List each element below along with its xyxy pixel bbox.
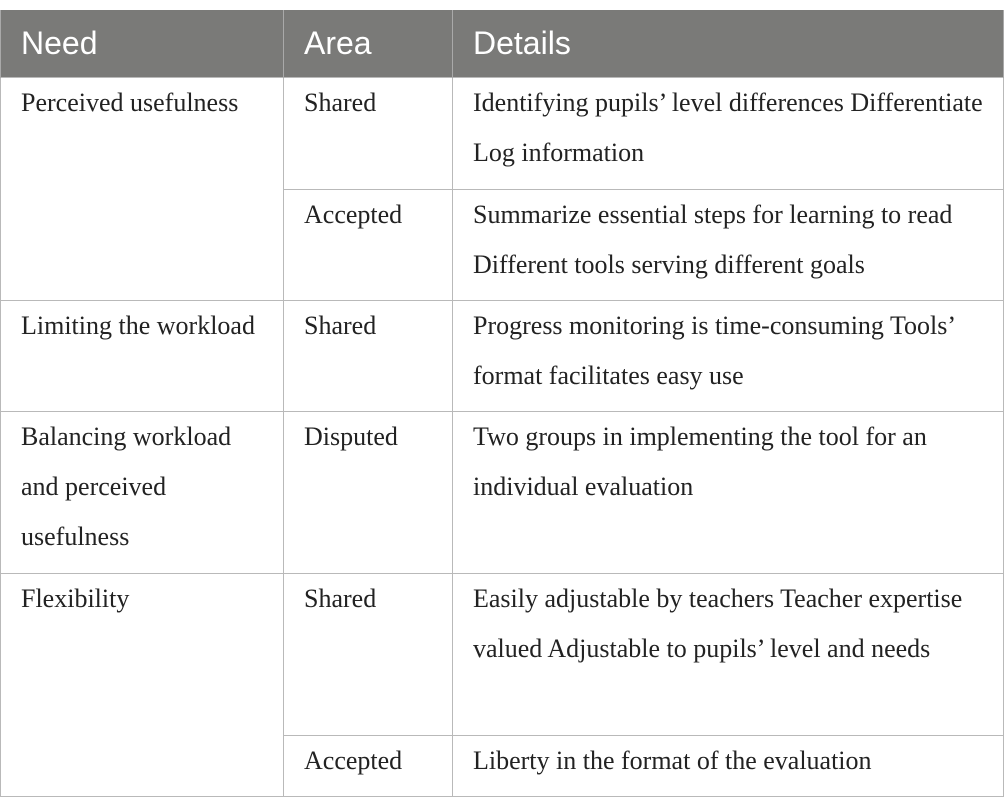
- area-cell: [284, 301, 453, 412]
- table-body: [1, 78, 1004, 797]
- header-area: Area: [284, 10, 453, 78]
- table-row: [1, 78, 1004, 190]
- header-row: [1, 10, 1004, 78]
- details-text: Identifying pupils’ level differences Differentiate Log information: [473, 88, 983, 167]
- area-text: Accepted: [304, 746, 403, 775]
- need-cell: [1, 301, 284, 412]
- area-cell: [284, 190, 453, 301]
- need-cell: [1, 78, 284, 301]
- area-cell: [284, 78, 453, 190]
- table-header: [1, 10, 1004, 78]
- need-cell: [1, 574, 284, 797]
- details-text: Liberty in the format of the evaluation: [473, 746, 872, 775]
- table-row: [1, 301, 1004, 412]
- details-cell: [453, 736, 1004, 797]
- table-row: [1, 412, 1004, 574]
- details-cell: [453, 78, 1004, 190]
- details-cell: [453, 190, 1004, 301]
- area-cell: [284, 412, 453, 574]
- details-text: Progress monitoring is time-consuming Tools’ format facilitates easy use: [473, 311, 955, 390]
- area-text: Disputed: [304, 422, 398, 451]
- need-text: Perceived usefulness: [21, 88, 239, 117]
- need-text: Balancing workload and perceived usefulness: [21, 422, 232, 551]
- area-text: Shared: [304, 584, 377, 613]
- table-row: [1, 574, 1004, 736]
- details-cell: [453, 412, 1004, 574]
- area-text: Accepted: [304, 200, 403, 229]
- area-cell: [284, 574, 453, 736]
- details-cell: [453, 301, 1004, 412]
- area-text: Shared: [304, 88, 377, 117]
- details-cell: [453, 574, 1004, 736]
- need-cell: [1, 412, 284, 574]
- header-need: Need: [1, 10, 284, 78]
- area-text: Shared: [304, 311, 377, 340]
- need-text: Limiting the workload: [21, 311, 255, 340]
- area-cell: [284, 736, 453, 797]
- details-text: Easily adjustable by teachers Teacher expertise valued Adjustable to pupils’ level and needs: [473, 584, 963, 663]
- needs-table: [0, 10, 1004, 797]
- header-details: Details: [453, 10, 1004, 78]
- need-text: Flexibility: [21, 584, 130, 613]
- details-text: Summarize essential steps for learning to read Different tools serving different goals: [473, 200, 953, 279]
- details-text: Two groups in implementing the tool for an individual evaluation: [473, 422, 927, 501]
